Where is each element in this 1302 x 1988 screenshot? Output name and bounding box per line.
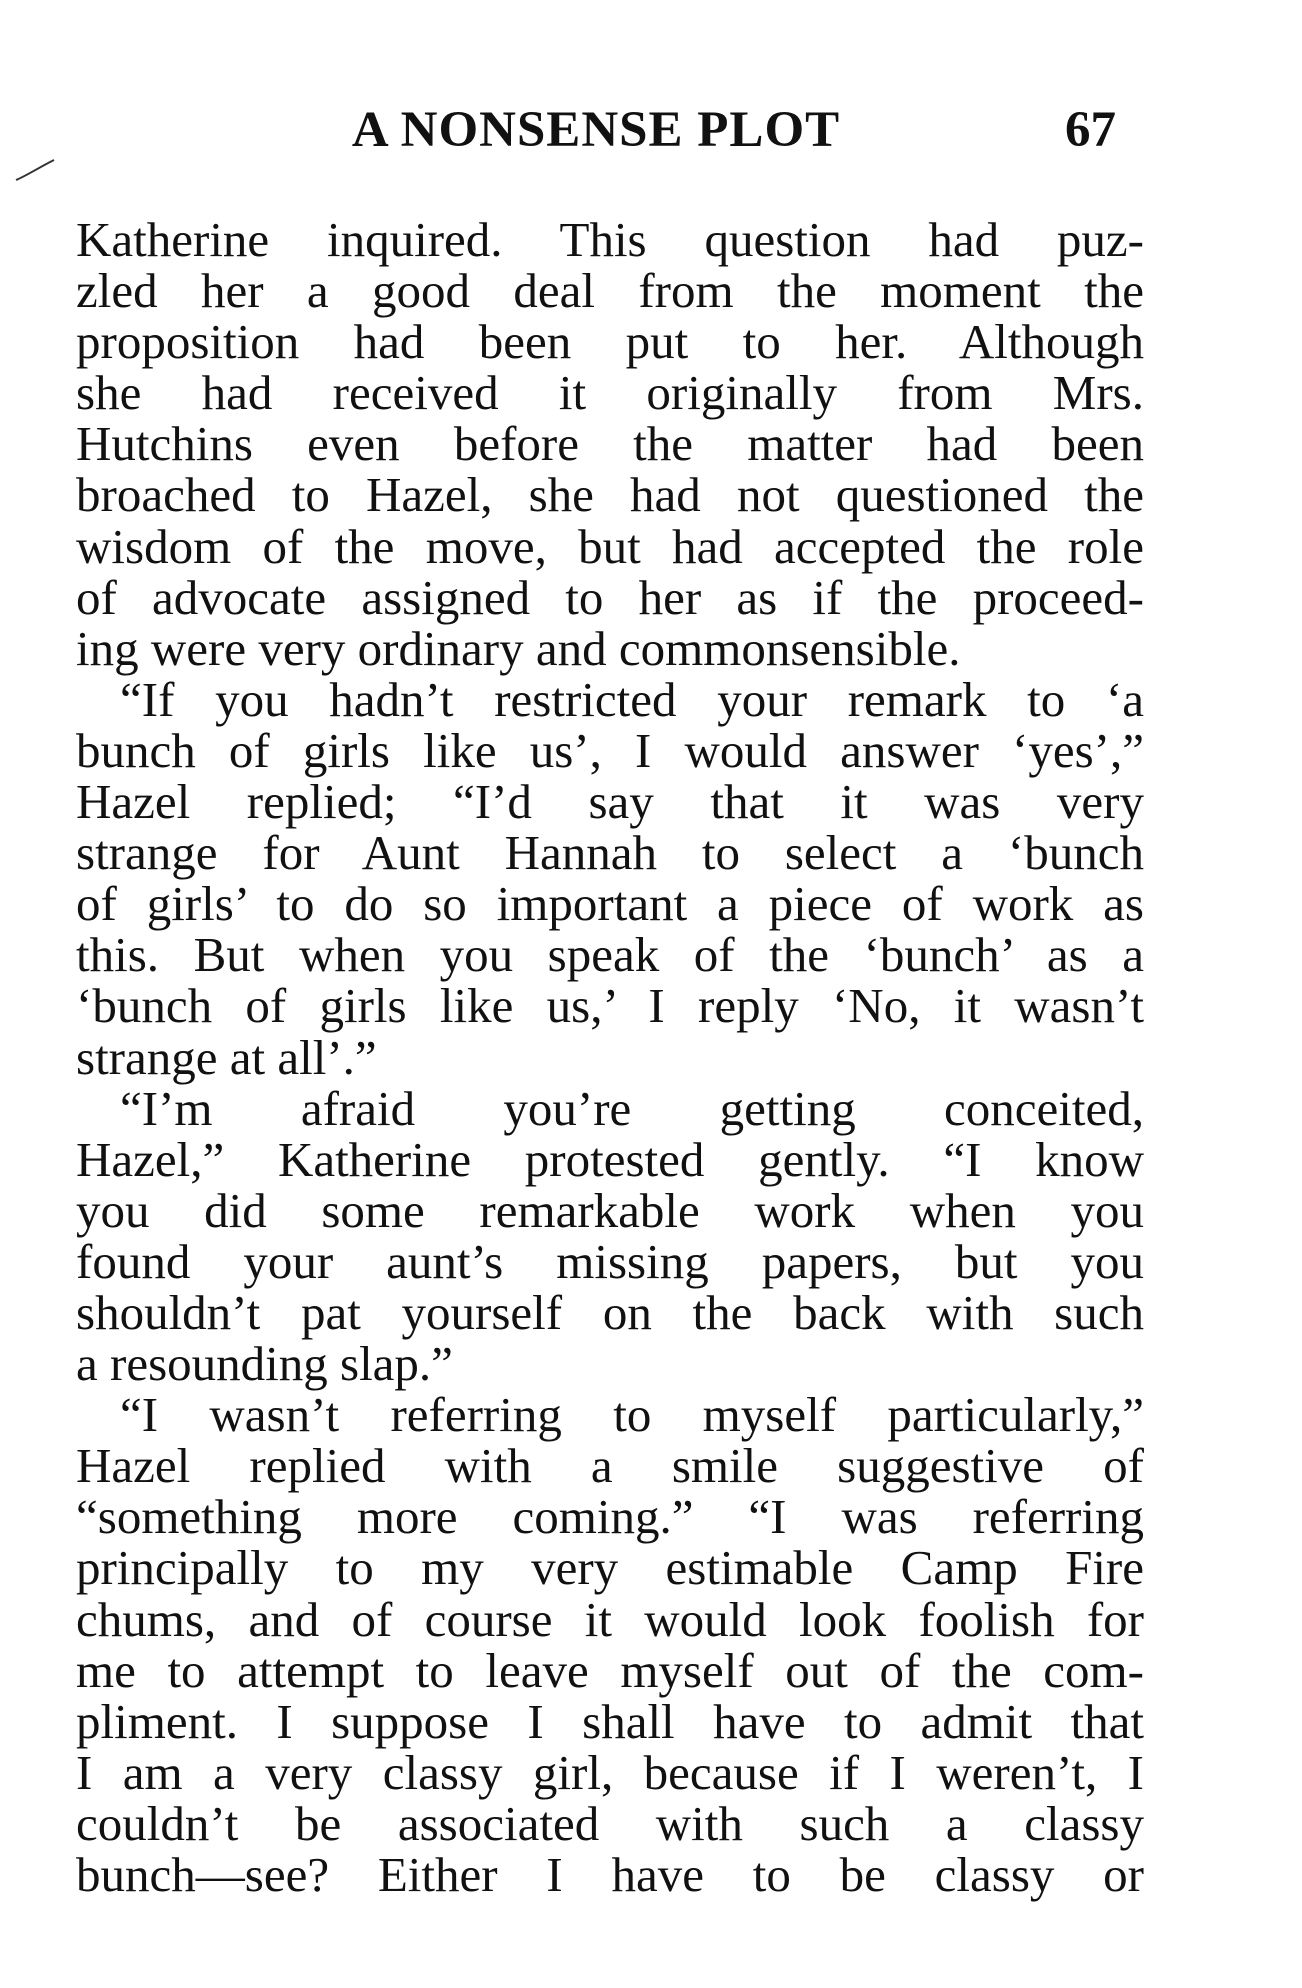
text-line: zled her a good deal from the moment the: [76, 263, 1144, 319]
page-header: [76, 98, 1116, 168]
text-line: Hazel replied; “I’d say that it was very: [76, 774, 1144, 830]
text-line: couldn’t be associated with such a classy: [76, 1795, 1144, 1851]
text-line: a resounding slap.”: [76, 1336, 453, 1392]
text-line: of advocate assigned to her as if the proceed-: [76, 569, 1144, 625]
stray-pen-mark: [14, 156, 56, 184]
text-line: pliment. I suppose I shall have to admit that: [76, 1693, 1144, 1749]
text-line: me to attempt to leave myself out of the com-: [76, 1642, 1144, 1698]
text-line: Hazel replied with a smile suggestive of: [76, 1438, 1144, 1494]
text-line: strange for Aunt Hannah to select a ‘bunch: [76, 825, 1144, 881]
text-line: Hutchins even before the matter had been: [76, 416, 1144, 472]
text-line: “I’m afraid you’re getting conceited,: [120, 1080, 1144, 1136]
text-line: you did some remarkable work when you: [76, 1182, 1144, 1238]
text-line: of girls’ to do so important a piece of work as: [76, 876, 1144, 932]
text-line: ing were very ordinary and commonsensible.: [76, 620, 961, 676]
page-number: 67: [1065, 102, 1116, 158]
running-head: A NONSENSE PLOT: [351, 102, 841, 158]
text-line: Hazel,” Katherine protested gently. “I know: [76, 1131, 1144, 1187]
text-line: Katherine inquired. This question had puz-: [76, 212, 1144, 267]
text-line: “something more coming.” “I was referring: [76, 1489, 1144, 1545]
text-line: wisdom of the move, but had accepted the role: [76, 518, 1144, 574]
text-line: bunch—see? Either I have to be classy or: [76, 1847, 1144, 1902]
text-line: “If you hadn’t restricted your remark to ‘a: [120, 671, 1144, 727]
text-line: found your aunt’s missing papers, but you: [76, 1233, 1144, 1289]
text-line: shouldn’t pat yourself on the back with such: [76, 1284, 1144, 1340]
text-line: proposition had been put to her. Although: [76, 314, 1144, 370]
text-line: strange at all’.”: [76, 1029, 377, 1085]
text-line: bunch of girls like us’, I would answer ‘yes’,”: [76, 722, 1144, 778]
text-line: this. But when you speak of the ‘bunch’ as a: [76, 927, 1144, 983]
text-line: broached to Hazel, she had not questioned the: [76, 467, 1144, 523]
text-line: chums, and of course it would look foolish for: [76, 1591, 1144, 1647]
text-line: ‘bunch of girls like us,’ I reply ‘No, it wasn’t: [76, 978, 1144, 1034]
text-line: she had received it originally from Mrs.: [76, 365, 1144, 421]
body-text: [76, 214, 1144, 1900]
text-line: I am a very classy girl, because if I weren’t, I: [76, 1744, 1144, 1800]
text-line: “I wasn’t referring to myself particularly,”: [120, 1387, 1144, 1443]
text-line: principally to my very estimable Camp Fire: [76, 1540, 1144, 1596]
